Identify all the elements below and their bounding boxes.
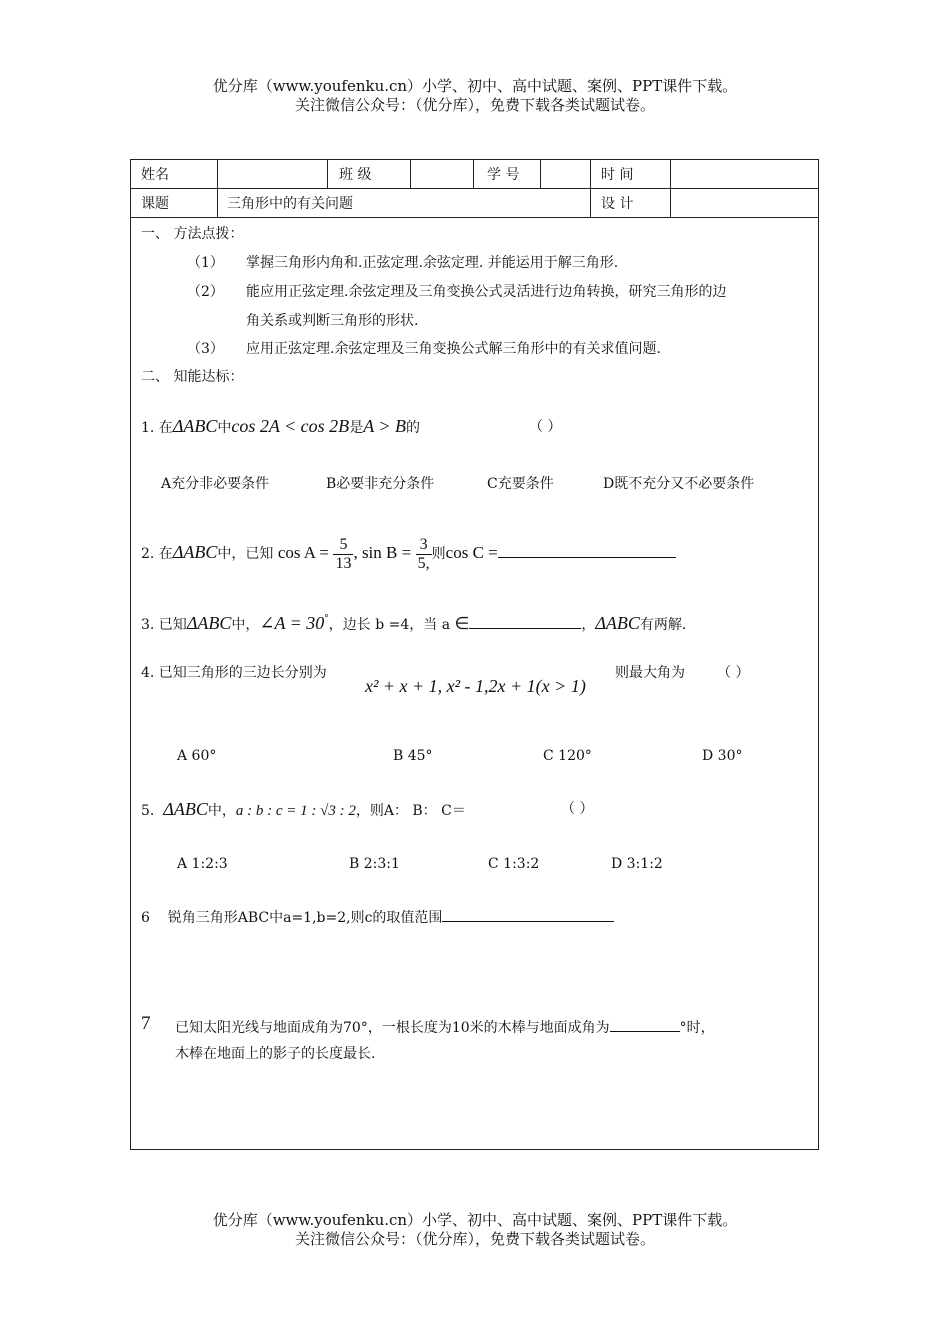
q7-text-2: 木棒在地面上的影子的长度最长. — [175, 1046, 376, 1062]
column-divider — [473, 160, 474, 188]
q1-option-a[interactable]: A充分非必要条件 — [161, 476, 270, 492]
method-item-number: （2） — [187, 284, 224, 300]
q5-option-b[interactable]: B 2:3:1 — [349, 856, 400, 872]
banner-line-2: 关注微信公众号：（优分库），免费下载各类试题试卷。 — [294, 96, 655, 114]
q7-text-1b: °时， — [679, 1020, 715, 1036]
q1-de: 的 — [406, 420, 420, 436]
method-item-text: 掌握三角形内角和.正弦定理.余弦定理. 并能运用于解三角形. — [246, 255, 619, 271]
q2-known: 中，已知 — [217, 546, 274, 562]
q5-prefix: 5. — [141, 803, 155, 819]
q2-cosA: cos A = — [277, 543, 329, 562]
q1-condition: cos 2A < cos 2B — [231, 416, 350, 436]
banner-line-1: 优分库（www.youfenku.cn）小学、初中、高中试题、案例、PPT课件下载。 — [212, 77, 738, 95]
q3-answer-blank[interactable] — [469, 614, 581, 629]
banner-line-1: 优分库（www.youfenku.cn）小学、初中、高中试题、案例、PPT课件下载。 — [212, 1211, 738, 1229]
header-banner — [0, 77, 950, 115]
question-5 — [141, 799, 466, 821]
student-id-label: 学 号 — [487, 167, 520, 183]
q3-triangle: ΔABC — [186, 613, 232, 633]
q1-triangle: ΔABC — [172, 416, 218, 436]
q2-fraction-1 — [333, 536, 353, 573]
q4-expression: x² + x + 1, x² - 1,2x + 1(x > 1) — [365, 676, 586, 696]
method-item-text-continued: 角关系或判断三角形的形状. — [246, 313, 419, 329]
q2-sinB: , sin B = — [353, 543, 412, 562]
q7-number: 7 — [141, 1013, 151, 1034]
q2-fraction-2 — [416, 536, 432, 573]
q5-ask: ，则A： B： C＝ — [355, 803, 466, 819]
section-1-title: 一、 方法点拨： — [141, 226, 244, 242]
q7-text-1: 已知太阳光线与地面成角为70°，一根长度为10米的木棒与地面成角为 — [175, 1020, 610, 1036]
fraction-denominator: 5, — [417, 554, 430, 572]
row-divider — [131, 217, 818, 218]
q1-prefix: 1. 在 — [141, 420, 173, 436]
q6-text: 锐角三角形ABC中a=1,b=2,则c的取值范围 — [167, 910, 443, 926]
method-item-text: 应用正弦定理.余弦定理及三角变换公式解三角形中的有关求值问题. — [246, 341, 661, 357]
q5-option-a[interactable]: A 1:2:3 — [177, 856, 228, 872]
question-1 — [141, 416, 420, 438]
q6-number: 6 — [141, 910, 150, 926]
fraction-denominator: 13 — [335, 554, 352, 572]
q4-option-d[interactable]: D 30° — [702, 748, 743, 764]
q4-tail: 则最大角为 — [615, 665, 685, 681]
method-item-number: （3） — [187, 341, 224, 357]
question-2 — [141, 529, 676, 575]
q5-ratio: a : b : c = 1 : √3 : 2 — [235, 803, 356, 819]
q2-prefix: 2. 在 — [141, 546, 173, 562]
column-divider — [410, 160, 411, 188]
q3-mid: 中， — [231, 617, 260, 633]
q1-option-d[interactable]: D既不充分又不必要条件 — [603, 476, 755, 492]
q1-answer-paren[interactable]: （ ） — [529, 419, 562, 435]
q2-then: 则 — [431, 546, 446, 562]
q4-answer-paren[interactable]: （ ） — [717, 665, 750, 681]
q6-answer-blank[interactable] — [442, 907, 614, 922]
q3-tail: 有两解. — [639, 617, 687, 633]
topic-label: 课题 — [141, 196, 169, 212]
q4-option-c[interactable]: C 120° — [543, 748, 592, 764]
q4-option-b[interactable]: B 45° — [393, 748, 433, 764]
q3-degree: ° — [324, 614, 329, 624]
q3-triangle-2: ΔABC — [595, 613, 640, 633]
method-item-text: 能应用正弦定理.余弦定理及三角变换公式灵活进行边角转换，研究三角形的边 — [246, 284, 727, 300]
question-3 — [141, 609, 686, 635]
fraction-numerator: 5 — [333, 536, 353, 555]
time-label: 时 间 — [601, 167, 634, 183]
column-divider — [327, 160, 328, 188]
section-2-title: 二、 知能达标： — [141, 369, 244, 385]
topic-value: 三角形中的有关问题 — [227, 196, 353, 212]
fraction-numerator: 3 — [416, 536, 432, 555]
q7-answer-blank[interactable] — [610, 1017, 680, 1032]
q3-side: ，边长 b =4，当 a — [328, 617, 451, 633]
footer-banner — [0, 1211, 950, 1249]
q3-comma: ， — [581, 617, 596, 633]
q4-option-a[interactable]: A 60° — [177, 748, 217, 764]
column-divider — [217, 160, 218, 217]
banner-line-2: 关注微信公众号：（优分库），免费下载各类试题试卷。 — [294, 1230, 655, 1248]
column-divider — [540, 160, 541, 188]
q4-prefix: 4. 已知三角形的三边长分别为 — [141, 665, 327, 681]
q5-option-c[interactable]: C 1:3:2 — [488, 856, 540, 872]
q5-triangle: ΔABC — [163, 799, 208, 819]
name-label: 姓名 — [141, 167, 169, 183]
q3-angle: ∠A = 30 — [259, 613, 325, 633]
class-label: 班 级 — [339, 167, 372, 183]
q2-cosC: cos C = — [445, 543, 498, 562]
q7-line-1 — [175, 1017, 715, 1038]
q5-answer-paren[interactable]: （ ） — [561, 801, 594, 817]
q2-answer-blank[interactable] — [498, 543, 676, 558]
column-divider — [590, 160, 591, 217]
design-label: 设 计 — [601, 196, 634, 212]
q1-option-c[interactable]: C充要条件 — [487, 476, 554, 492]
method-item-number: （1） — [187, 255, 224, 271]
q3-element-of: ∈ — [454, 614, 470, 633]
row-divider — [131, 188, 818, 189]
q5-option-d[interactable]: D 3:1:2 — [611, 856, 663, 872]
worksheet-table — [130, 159, 819, 1150]
q1-relation: A > B — [363, 416, 406, 436]
q2-triangle: ΔABC — [172, 542, 218, 562]
q5-mid: 中， — [207, 803, 236, 819]
q1-option-b[interactable]: B必要非充分条件 — [326, 476, 435, 492]
question-6 — [141, 907, 614, 928]
q3-prefix: 3. 已知 — [141, 617, 187, 633]
column-divider — [670, 160, 671, 217]
q1-mid: 中 — [217, 420, 232, 436]
q1-is: 是 — [349, 420, 364, 436]
